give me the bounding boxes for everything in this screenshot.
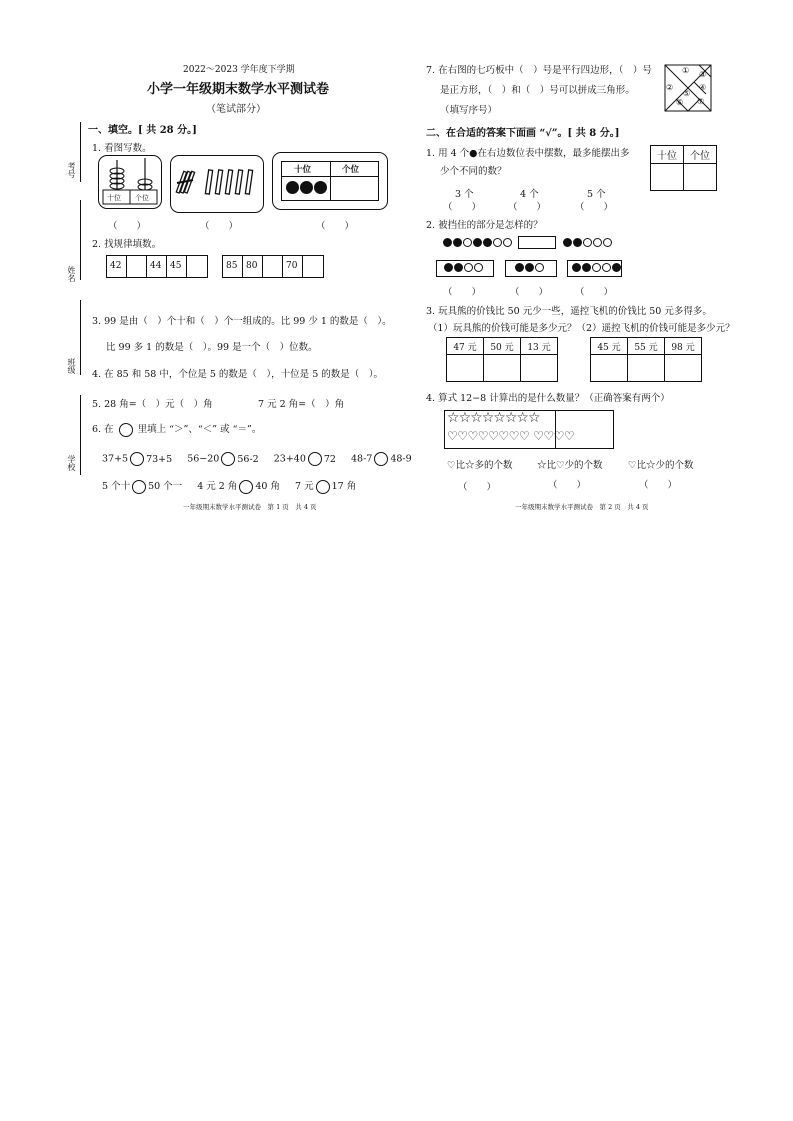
- s2-q4-blank-3[interactable]: （ ）: [639, 480, 678, 491]
- q1-blank-2[interactable]: （ ）: [200, 221, 239, 232]
- table-divider: [330, 162, 331, 200]
- s2-q3-table-2: [590, 337, 702, 382]
- star-icon: ☆: [481, 410, 494, 426]
- q1-blank-3[interactable]: （ ）: [316, 221, 355, 232]
- q7-line1: 7. 在右图的七巧板中（ ）号是平行四边形，（ ）号: [426, 65, 652, 76]
- s2-q3-subtext: （1）玩具熊的价钱可能是多少元？（2）遥控飞机的价钱可能是多少元？: [428, 323, 735, 334]
- s2-q1-line1: 1. 用 4 个●在右边数位表中摆数，最多能摆出多: [426, 148, 630, 159]
- margin-label-exam-number: 考号: [67, 162, 76, 178]
- hidden-part-box: [518, 236, 556, 249]
- seq-cell[interactable]: [303, 256, 323, 277]
- pv-cell: [651, 164, 684, 191]
- tangram-num: ①: [682, 66, 690, 75]
- q2-prompt: 2. 找规律填数。: [92, 239, 162, 250]
- margin-label-class: 班级: [67, 358, 76, 374]
- seq-cell[interactable]: [127, 256, 147, 277]
- opt-dot-filled: [525, 263, 534, 272]
- compare-circle-icon: [119, 423, 133, 437]
- opt-dot-empty: [535, 263, 544, 272]
- s2-q4-blank-1[interactable]: （ ）: [458, 482, 497, 493]
- s2-q4-shapes-box: [444, 410, 614, 449]
- tangram-num: ⑦: [697, 97, 705, 106]
- pv-header-ones: 个位: [684, 146, 717, 164]
- abacus-box: [98, 155, 162, 209]
- heart-icon: ♡: [467, 429, 478, 443]
- opt-dot-filled: [572, 263, 581, 272]
- star-icon: ☆: [504, 410, 517, 426]
- footer-left: 一年级期末数学水平测试卷 第 1 页 共 4 页: [183, 503, 317, 511]
- q1-blank-1[interactable]: （ ）: [108, 221, 147, 232]
- star-icon: ☆: [527, 410, 540, 426]
- heart-icon: ♡: [508, 429, 519, 443]
- heart-icon: ♡: [533, 429, 544, 443]
- pv-ones-label: 个位: [342, 165, 360, 175]
- s2-q2-option-2[interactable]: [505, 260, 557, 277]
- opt-dot-filled: [515, 263, 524, 272]
- heart-icon: ♡: [553, 429, 564, 443]
- star-icon: ☆: [493, 410, 505, 426]
- seq-cell: 44: [147, 256, 167, 277]
- star-icon: ☆: [447, 410, 459, 426]
- section2-heading: 二、在合适的答案下面画 “√”。[ 共 8 分。]: [426, 128, 620, 139]
- compare-right: 17 角: [331, 481, 357, 492]
- answer-cell[interactable]: [591, 355, 628, 382]
- opt-dot-filled: [612, 263, 621, 272]
- compare-right: 50 个一: [148, 481, 183, 492]
- s2-q1-option-2: 4 个: [520, 189, 539, 200]
- pattern-dot-empty: [593, 238, 602, 247]
- q5-part-a: 5. 28 角=（ ）元（ ）角: [92, 399, 213, 410]
- compare-circle-input[interactable]: [316, 480, 330, 494]
- pattern-dot-empty: [583, 238, 592, 247]
- q6-label: 6. 在: [92, 424, 114, 435]
- q1-prompt: 1. 看图写数。: [92, 143, 152, 154]
- abacus-tens-label: 十位: [107, 194, 121, 202]
- compare-right: 40 角: [255, 481, 280, 492]
- sticks-picture: [171, 156, 263, 212]
- pattern-dot-empty: [463, 238, 472, 247]
- bead-dot: [286, 181, 299, 194]
- q7-line3: （填写序号）: [440, 105, 498, 116]
- star-icon: ☆: [458, 410, 471, 426]
- seq-cell: 85: [223, 256, 243, 277]
- s2-q4-blank-2[interactable]: （ ）: [548, 480, 587, 491]
- exam-subtitle: （笔试部分）: [206, 104, 266, 115]
- pattern-dot-filled: [453, 238, 462, 247]
- s2-q1-blank-3[interactable]: （ ）: [575, 202, 614, 213]
- opt-dot-filled: [444, 263, 453, 272]
- margin-line: [80, 200, 81, 280]
- footer-right: 一年级期末数学水平测试卷 第 2 页 共 4 页: [515, 503, 649, 511]
- opt-dot-empty: [464, 263, 473, 272]
- margin-label-school: 学校: [67, 455, 76, 471]
- pattern-dot-filled: [573, 238, 582, 247]
- compare-circle-input[interactable]: [374, 452, 388, 466]
- answer-cell[interactable]: [628, 355, 665, 382]
- place-value-box: [272, 152, 388, 210]
- s2-q4-option-1: ♡比☆多的个数: [447, 460, 513, 471]
- seq-cell: 42: [107, 256, 127, 277]
- s2-q2-blank-1[interactable]: （ ）: [443, 287, 482, 298]
- seq-cell[interactable]: [187, 256, 207, 277]
- tangram-num: ③: [699, 70, 707, 79]
- s2-q1-option-3: 5 个: [587, 189, 606, 200]
- q6-row-2: [102, 478, 356, 494]
- opt-dot-filled: [582, 263, 591, 272]
- opt-dot-filled: [454, 263, 463, 272]
- tangram-num: ②: [666, 83, 674, 92]
- s2-q1-line2: 少个不同的数？: [440, 166, 507, 177]
- s2-q2-pattern: [442, 236, 612, 249]
- margin-line: [80, 300, 81, 375]
- heart-icon: ♡: [563, 429, 575, 443]
- exam-year: 2022～2023 学年度下学期: [183, 65, 295, 75]
- s2-q4-option-2: ☆比♡少的个数: [537, 460, 603, 471]
- seq-cell[interactable]: [263, 256, 283, 277]
- heart-icon: ♡: [498, 429, 509, 443]
- heart-icon: ♡: [518, 429, 530, 443]
- s2-q1-option-1: 3 个: [455, 189, 474, 200]
- star-icon: ☆: [470, 410, 482, 426]
- compare-right: 56-2: [237, 453, 259, 465]
- heart-icon: ♡: [447, 429, 458, 443]
- answer-cell[interactable]: [665, 355, 702, 382]
- pv-tens-label: 十位: [294, 165, 312, 175]
- q6-prompt: [92, 421, 261, 437]
- heart-icon: ♡: [477, 429, 489, 443]
- bead-dot: [314, 181, 327, 194]
- section1-heading: 一、填空。[ 共 28 分。]: [88, 125, 197, 136]
- place-value-table: [281, 161, 379, 201]
- pv-header-tens: 十位: [651, 146, 684, 164]
- compare-circle-input[interactable]: [221, 452, 235, 466]
- margin-label-name: 姓名: [67, 266, 76, 282]
- seq-cell: 70: [283, 256, 303, 277]
- q3-line2: 比 99 多 1 的数是（ ）。99 是一个（ ）位数。: [106, 342, 318, 353]
- pattern-dot-empty: [603, 238, 612, 247]
- s2-q3-text: 3. 玩具熊的价钱比 50 元少一些，遥控飞机的价钱比 50 元多得多。: [426, 306, 712, 317]
- answer-cell[interactable]: [447, 355, 484, 382]
- seq-cell: 45: [167, 256, 187, 277]
- s2-q1-blank-1[interactable]: （ ）: [443, 202, 482, 213]
- compare-left: 37+5: [102, 453, 129, 465]
- tangram-num: ④: [699, 83, 707, 92]
- answer-cell[interactable]: [484, 355, 521, 382]
- q6-instruction: 里填上 “＞”、“＜” 或 “＝”。: [137, 424, 262, 435]
- s2-place-value-table: [650, 145, 717, 191]
- answer-cell[interactable]: [521, 355, 558, 382]
- s2-q2-blank-2[interactable]: （ ）: [510, 287, 549, 298]
- price-cell: 45 元: [591, 338, 628, 355]
- seq-cell: 80: [243, 256, 263, 277]
- compare-right: 72: [323, 453, 336, 465]
- price-cell: 55 元: [628, 338, 665, 355]
- pattern-dot-empty: [503, 238, 512, 247]
- sticks-box: [170, 155, 264, 213]
- s2-q2-option-3[interactable]: [567, 260, 622, 277]
- compare-right: 48-9: [390, 453, 412, 465]
- pv-cell: [684, 164, 717, 191]
- compare-circle-input[interactable]: [308, 452, 322, 466]
- price-cell: 13 元: [521, 338, 558, 355]
- s2-q4-text: 4. 算式 12−8 计算出的是什么数量？（正确答案有两个）: [426, 393, 670, 404]
- tangram-num: ⑤: [683, 89, 691, 98]
- s2-q3-table-1: [446, 337, 558, 382]
- s2-q4-option-3: ♡比☆少的个数: [628, 460, 694, 471]
- compare-left: 7 元: [295, 481, 314, 492]
- heart-icon: ♡: [488, 429, 499, 443]
- q3-line1: 3. 99 是由（ ）个十和（ ）个一组成的。比 99 少 1 的数是（ ）。: [92, 316, 392, 327]
- s2-q2-prompt: 2. 被挡住的部分是怎样的？: [426, 220, 543, 231]
- opt-dot-empty: [602, 263, 611, 272]
- compare-left: 23+40: [273, 453, 306, 465]
- heart-icon: ♡: [543, 429, 554, 443]
- q2-sequence-1: [106, 255, 208, 278]
- price-cell: 98 元: [665, 338, 702, 355]
- pattern-dot-empty: [493, 238, 502, 247]
- q7-line2: 是正方形，（ ）和（ ）号可以拼成三角形。: [440, 85, 635, 96]
- compare-circle-input[interactable]: [239, 480, 253, 494]
- pattern-dot-filled: [473, 238, 482, 247]
- opt-dot-empty: [592, 263, 601, 272]
- pattern-dot-filled: [483, 238, 492, 247]
- pv-tens-dots: [285, 181, 327, 194]
- star-row: [447, 410, 540, 426]
- exam-title: 小学一年级期末数学水平测试卷: [147, 82, 330, 97]
- q5-part-b: 7 元 2 角=（ ）角: [258, 399, 345, 410]
- s2-q2-option-1[interactable]: [436, 260, 494, 277]
- q6-row-1: [102, 452, 412, 466]
- q4-text: 4. 在 85 和 58 中，个位是 5 的数是（ ），十位是 5 的数是（ ）。: [92, 369, 384, 380]
- s2-q1-blank-2[interactable]: （ ）: [508, 202, 547, 213]
- compare-right: 73+5: [146, 453, 173, 465]
- tangram-num: ⑥: [676, 98, 684, 107]
- margin-line: [80, 122, 81, 182]
- abacus-ones-label: 个位: [135, 194, 149, 202]
- s2-q2-blank-3[interactable]: （ ）: [575, 287, 614, 298]
- compare-left: 4 元 2 角: [197, 481, 238, 492]
- compare-left: 48-7: [351, 453, 373, 465]
- star-icon: ☆: [516, 410, 528, 426]
- compare-left: 56−20: [187, 453, 220, 465]
- margin-line: [80, 395, 81, 475]
- compare-circle-input[interactable]: [130, 452, 144, 466]
- pattern-dot-filled: [563, 238, 572, 247]
- heart-row: [447, 429, 574, 443]
- compare-left: 5 个十: [102, 481, 131, 492]
- price-cell: 47 元: [447, 338, 484, 355]
- price-cell: 50 元: [484, 338, 521, 355]
- bead-dot: [300, 181, 313, 194]
- q2-sequence-2: [222, 255, 324, 278]
- opt-dot-empty: [474, 263, 483, 272]
- pattern-dot-filled: [443, 238, 452, 247]
- compare-circle-input[interactable]: [132, 480, 146, 494]
- table-divider: [282, 176, 378, 177]
- heart-icon: ♡: [457, 429, 468, 443]
